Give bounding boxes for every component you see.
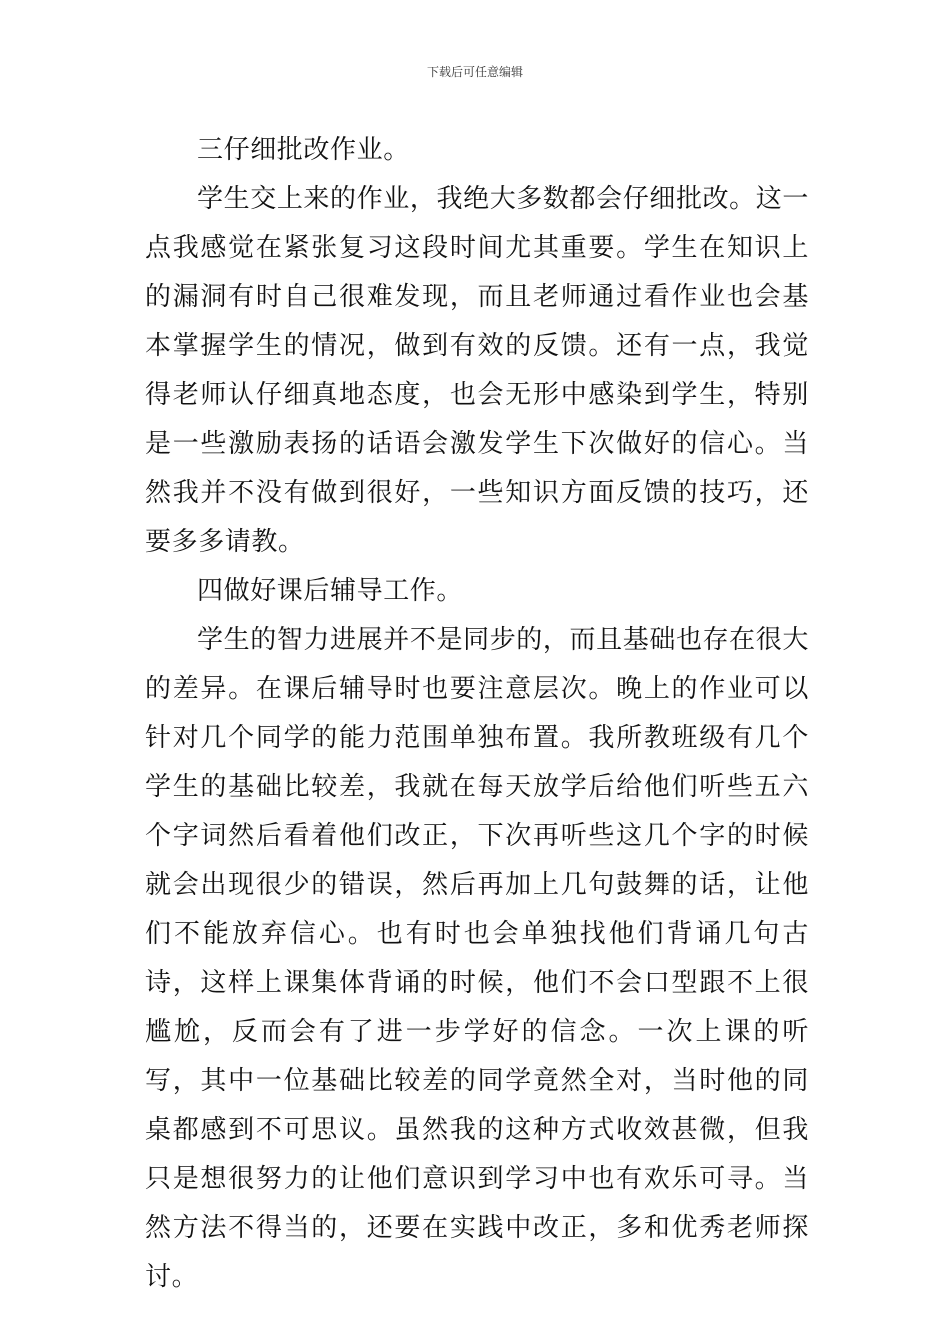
section-heading-3: 三仔细批改作业。 <box>197 135 410 165</box>
document-body <box>145 126 809 1302</box>
paragraph-tutoring: 学生的智力进展并不是同步的，而且基础也存在很大的差异。在课后辅导时也要注意层次。晚上的作业可以针对几个同学的能力范围单独布置。我所教班级有几个学生的基础比较差，我就在每天放学后给他们听些五六个字词然后看着他们改正，下次再听些这几个字的时候就会出现很少的错误，然后再加上几句鼓舞的话，让他们不能放弃信心。也有时也会单独找他们背诵几句古诗，这样上课集体背诵的时候，他们不会口型跟不上很尴尬，反而会有了进一步学好的信念。一次上课的听写，其中一位基础比较差的同学竟然全对，当时他的同桌都感到不可思议。虽然我的这种方式收效甚微，但我只是想很努力的让他们意识到学习中也有欢乐可寻。当然方法不得当的，还要在实践中改正，多和优秀老师探讨。 <box>145 625 809 1292</box>
section-heading-4: 四做好课后辅导工作。 <box>197 576 464 606</box>
page-header: 下载后可任意编辑 <box>426 65 523 79</box>
paragraph-homework: 学生交上来的作业，我绝大多数都会仔细批改。这一点我感觉在紧张复习这段时间尤其重要。学生在知识上的漏洞有时自己很难发现，而且老师通过看作业也会基本掌握学生的情况，做到有效的反馈。还有一点，我觉得老师认仔细真地态度，也会无形中感染到学生，特别是一些激励表扬的话语会激发学生下次做好的信心。当然我并不没有做到很好，一些知识方面反馈的技巧，还要多多请教。 <box>145 184 809 557</box>
